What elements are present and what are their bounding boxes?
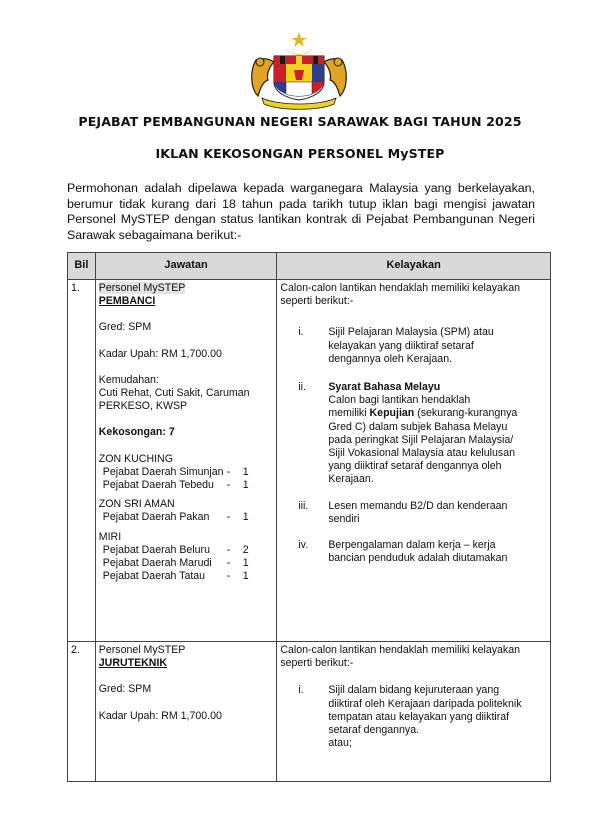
wage-text: Kadar Upah: RM 1,700.00 xyxy=(98,709,222,722)
requirement-line xyxy=(328,407,528,486)
office-row xyxy=(99,570,274,583)
requirement-item xyxy=(280,684,547,750)
document-subtitle: IKLAN KEKOSONGAN PERSONEL MySTEP xyxy=(155,146,445,161)
requirement-number: i. xyxy=(298,326,304,339)
table-header-row xyxy=(68,253,551,280)
office-dash: - xyxy=(226,511,231,524)
office-name: Pejabat Daerah Beluru xyxy=(102,543,210,556)
office-dash: - xyxy=(226,557,231,570)
requirement-number: ii. xyxy=(298,381,306,394)
position-cell xyxy=(95,280,277,642)
office-count: 1 xyxy=(242,557,249,570)
position-name: PEMBANCI xyxy=(98,295,156,308)
requirement-fragment: (sekurang-kurangnya Gred C) dalam subjek Bahasa Melayu pada peringkat Sijil Pelajaran Malaysia/ Sijil Vokasional Malaysia atau kelulusan yang diiktiraf setaraf dengannya oleh Kerajaan. xyxy=(328,407,518,486)
benefits-text: PERKESO, KWSP xyxy=(98,400,188,413)
qualification-intro: seperti berikut:- xyxy=(280,295,354,308)
requirement-title: Syarat Bahasa Melayu xyxy=(328,381,441,394)
grade-text: Gred: SPM xyxy=(98,321,152,334)
office-name: Pejabat Daerah Simunjan xyxy=(102,465,224,478)
row-number: 1. xyxy=(68,280,96,642)
office-count: 2 xyxy=(242,543,249,556)
grade-text: Gred: SPM xyxy=(98,683,152,696)
requirement-text: Lesen memandu B2/D dan kenderaan sendiri xyxy=(328,499,508,525)
qualification-cell xyxy=(277,280,551,642)
requirement-item xyxy=(280,326,547,366)
office-row xyxy=(99,557,274,570)
table-row xyxy=(68,642,551,782)
requirement-item xyxy=(280,539,547,565)
qualification-cell xyxy=(277,642,551,782)
zone-name: ZON SRI AMAN xyxy=(98,498,175,511)
office-row xyxy=(99,544,274,557)
position-title: Personel MySTEP xyxy=(98,644,186,656)
header-jawatan: Jawatan xyxy=(95,253,277,280)
office-dash: - xyxy=(226,479,231,492)
requirement-number: iii. xyxy=(298,499,309,512)
wage-text: Kadar Upah: RM 1,700.00 xyxy=(98,347,222,360)
qualification-intro: seperti berikut:- xyxy=(280,657,354,670)
office-count: 1 xyxy=(242,570,249,583)
position-name: JURUTEKNIK xyxy=(98,657,168,670)
benefits-label: Kemudahan: xyxy=(98,373,159,386)
requirement-line: atau; xyxy=(328,737,352,750)
qualification-intro: Calon-calon lantikan hendaklah memiliki kelayakan xyxy=(280,644,520,656)
coat-of-arms-logo xyxy=(244,30,354,112)
table-row xyxy=(68,280,551,642)
position-cell xyxy=(95,642,277,782)
office-dash: - xyxy=(226,570,231,583)
requirement-text xyxy=(328,684,528,750)
row-number: 2. xyxy=(68,642,96,782)
office-count: 1 xyxy=(242,511,249,524)
requirement-item xyxy=(280,381,547,487)
qualification-intro: Calon-calon lantikan hendaklah memiliki kelayakan xyxy=(280,282,520,294)
office-name: Pejabat Daerah Marudi xyxy=(102,557,212,570)
requirement-line: Calon bagi lantikan hendaklah xyxy=(328,394,471,407)
office-row xyxy=(99,479,274,492)
position-title: Personel MySTEP xyxy=(98,282,186,294)
zone-name: ZON KUCHING xyxy=(98,452,173,465)
requirement-text: Berpengalaman dalam kerja – kerja bancian penduduk adalah diutamakan xyxy=(328,539,508,565)
office-count: 1 xyxy=(242,465,249,478)
requirement-text: Sijil Pelajaran Malaysia (SPM) atau kelayakan yang diiktiraf setaraf dengannya oleh Kerajaan. xyxy=(328,326,494,365)
office-row xyxy=(99,466,274,479)
requirement-number: i. xyxy=(298,684,304,697)
benefits-text: Cuti Rehat, Cuti Sakit, Caruman xyxy=(98,387,250,400)
intro-paragraph: Permohonan adalah dipelawa kepada warganegara Malaysia yang berkelayakan, berumur tidak kurang dari 18 tahun pada tarikh tutup iklan bagi mengisi jawatan Personel MySTEP dengan status lantikan kontrak di Pejabat Pembangunan Negeri Sarawak sebagaimana berikut:- xyxy=(67,181,535,242)
office-dash: - xyxy=(226,543,231,556)
zone-name: MIRI xyxy=(98,530,122,543)
office-name: Pejabat Daerah Tebedu xyxy=(102,479,214,492)
office-row xyxy=(99,511,274,524)
document-title: PEJABAT PEMBANGUNAN NEGERI SARAWAK BAGI TAHUN 2025 xyxy=(78,114,522,129)
office-name: Pejabat Daerah Tatau xyxy=(102,570,206,583)
office-count: 1 xyxy=(242,479,249,492)
requirement-fragment: memiliki xyxy=(328,407,370,420)
requirement-number: iv. xyxy=(298,539,309,552)
requirement-line: Sijil dalam bidang kejuruteraan yang diiktiraf oleh Kerajaan daripada politeknik tempatan atau kelayakan yang diiktiraf setaraf dengannya. xyxy=(328,684,522,737)
requirement-emphasis: Kepujian xyxy=(369,407,415,420)
header-kelayakan: Kelayakan xyxy=(277,253,551,280)
vacancy-table xyxy=(67,252,551,782)
vacancy-count: Kekosongan: 7 xyxy=(98,426,175,439)
requirement-item xyxy=(280,500,547,526)
header-bil: Bil xyxy=(68,253,96,280)
requirement-text xyxy=(328,381,528,487)
office-name: Pejabat Daerah Pakan xyxy=(102,511,210,524)
office-dash: - xyxy=(226,465,231,478)
